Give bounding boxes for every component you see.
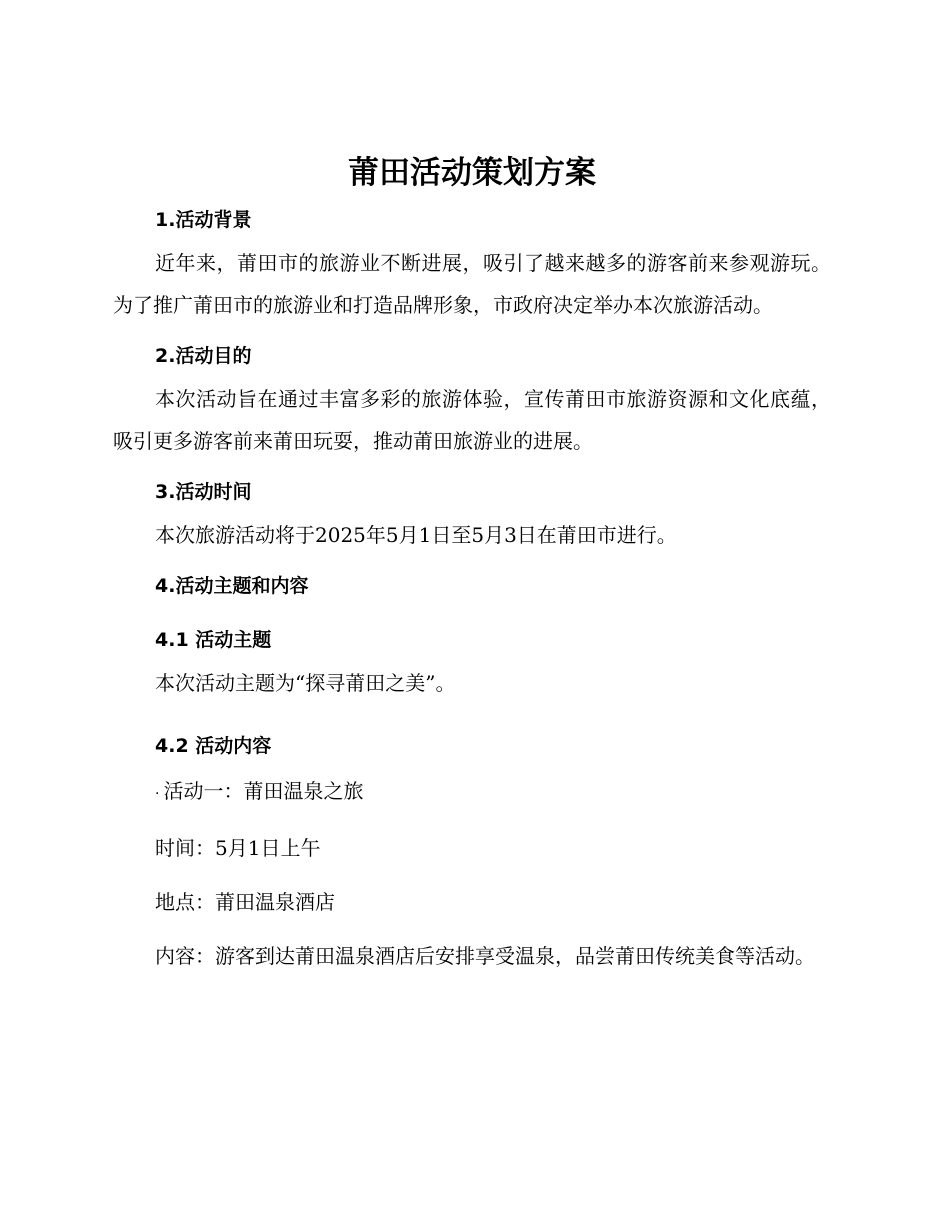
activity-name: 活动一：莆田温泉之旅 xyxy=(163,779,364,803)
subsection-paragraph-theme: 本次活动主题为“探寻莆田之美”。 xyxy=(155,671,456,695)
document-title: 莆田活动策划方案 xyxy=(348,155,596,191)
section-paragraph-time: 本次旅游活动将于2025年5月1日至5月3日在莆田市进行。 xyxy=(155,523,677,547)
bullet-dot: · xyxy=(155,786,160,802)
subsection-heading-content: 4.2 活动内容 xyxy=(155,735,272,757)
section-heading-theme-content: 4.活动主题和内容 xyxy=(155,575,309,597)
section-heading-purpose: 2.活动目的 xyxy=(155,345,252,367)
section-paragraph-background: 近年来，莆田市的旅游业不断进展，吸引了越来越多的游客前来参观游玩。为了推广莆田市的旅游业和打造品牌形象，市政府决定举办本次旅游活动。 xyxy=(113,251,831,317)
activity-item xyxy=(113,770,831,815)
document-body xyxy=(113,150,831,977)
activity-place: 地点：莆田温泉酒店 xyxy=(155,890,335,914)
subsection-heading-theme: 4.1 活动主题 xyxy=(155,629,272,651)
section-heading-time: 3.活动时间 xyxy=(155,481,252,503)
section-paragraph-purpose: 本次活动旨在通过丰富多彩的旅游体验，宣传莆田市旅游资源和文化底蕴，吸引更多游客前来莆田玩耍，推动莆田旅游业的进展。 xyxy=(113,387,831,453)
activity-time: 时间：5月1日上午 xyxy=(155,836,321,860)
activity-content: 内容：游客到达莆田温泉酒店后安排享受温泉，品尝莆田传统美食等活动。 xyxy=(155,944,815,968)
section-heading-background: 1.活动背景 xyxy=(155,209,252,231)
